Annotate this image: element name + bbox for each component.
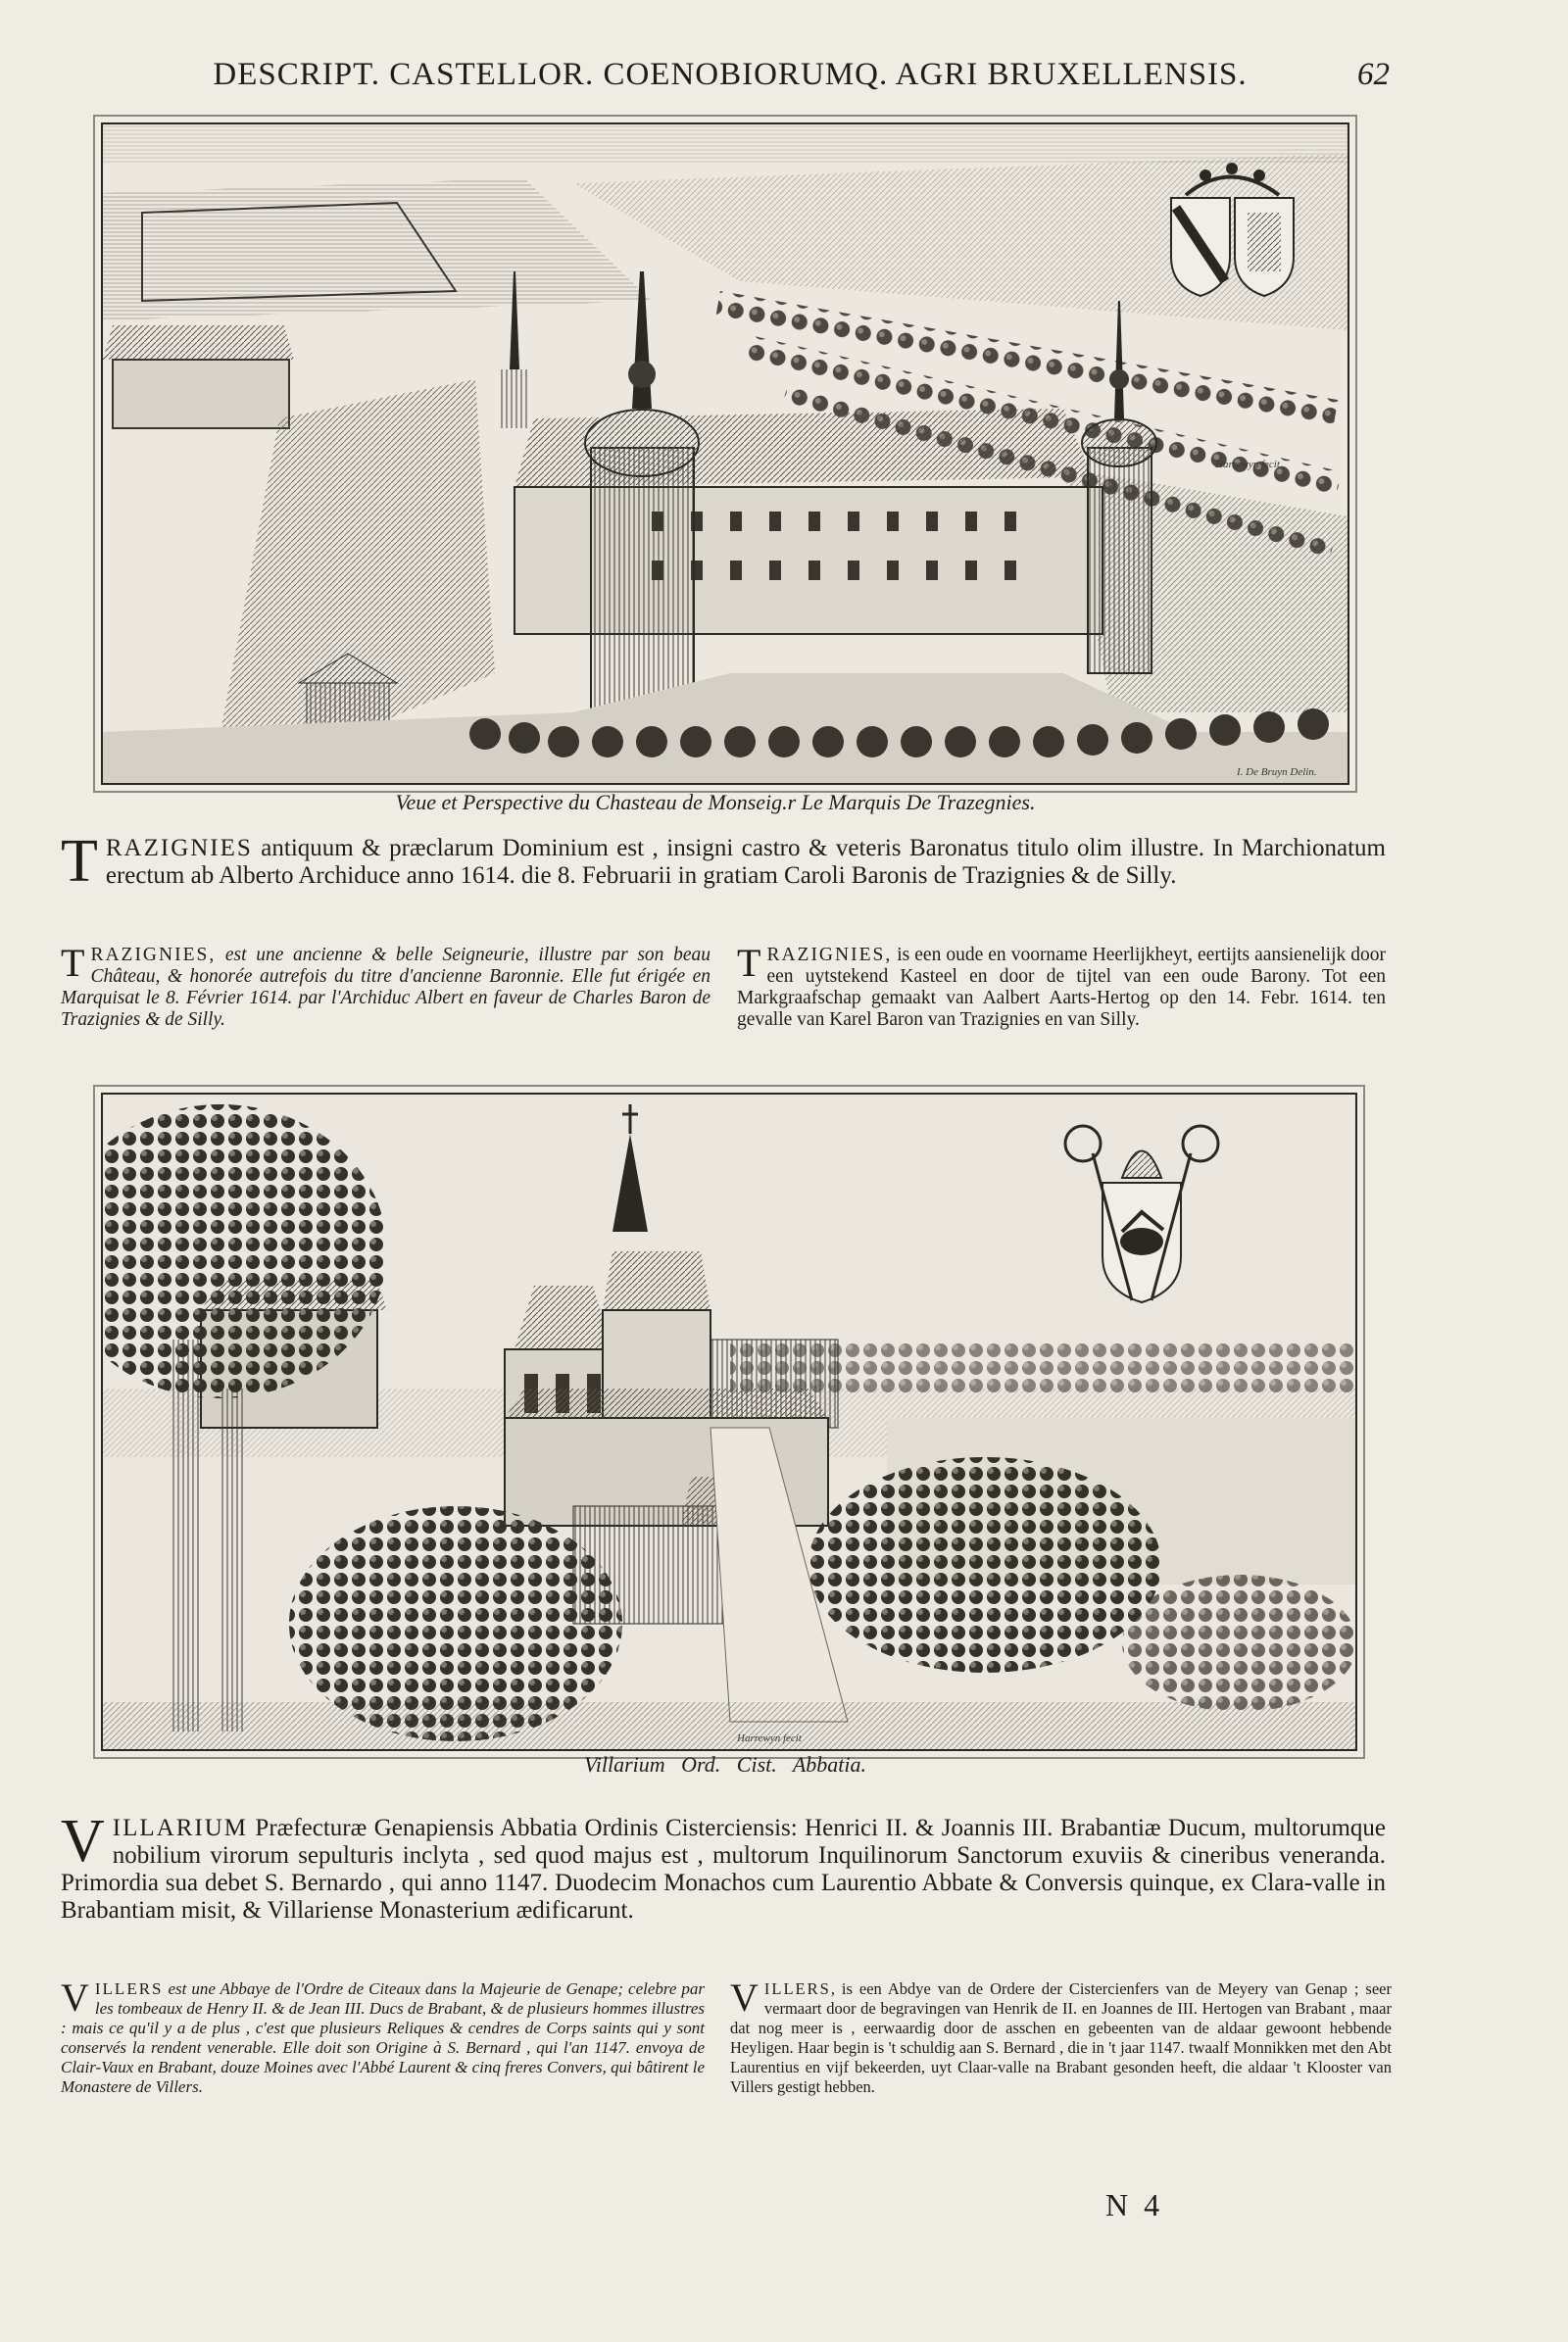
trazignies-dutch-text: is een oude en voorname Heerlijkheyt, eertijts aansienelijk door een uytstekend Kasteel en door de tijtel van een oude Barony. Tot een Markgraafschap gemaakt van Aalbert Aarts-Hertog op den 14. Febr. 1614. ten gevalle van Karel Baron van Trazignies en van Silly. — [737, 945, 1386, 1030]
trazignies-dutch-initial: T — [737, 941, 761, 985]
villers-dutch-name: ILLERS — [763, 1979, 831, 1998]
villers-dutch-column — [730, 1976, 1392, 2097]
running-head: DESCRIPT. CASTELLOR. COENOBIORUMQ. AGRI BRUXELLENSIS. — [213, 57, 1248, 92]
trazignies-french-text: est une ancienne & belle Seigneurie, illustre par son beau Château, & honorée autrefois du titre d'ancienne Baronnie. Elle fut érigée en Marquisat le 8. Février 1614. par l'Archiduc Albert en faveur de Charles Baron de Trazignies & de Silly. — [61, 945, 710, 1030]
trazignies-dutch-name: RAZIGNIES, — [766, 945, 893, 965]
trazignies-french-initial: T — [61, 941, 85, 985]
plate2-caption: Villarium Ord. Cist. Abbatia. — [583, 1752, 867, 1777]
villers-latin-initial: V — [61, 1808, 105, 1875]
abbey-engraving — [103, 1095, 1355, 1749]
trazignies-french-name: RAZIGNIES, — [90, 945, 217, 965]
villers-french-column — [61, 1976, 705, 2097]
villers-french-initial: V — [61, 1976, 89, 2020]
trazignies-latin-paragraph — [61, 828, 1386, 895]
villers-dutch-text: , is een Abdye van de Ordere der Cistercienfers van de Meyery van Genap ; seer vermaart door de begravingen van Henrik de II. en Joannes de III. Hertogen van Brabant , maar dat nog meer is , eerwaardig door de asschen en gebeenten van de aldaar gewoont hebbende Heyligen. Haar begin is 't schuldig aan S. Bernard , die in 't jaar 1147. twaalf Monnikken met den Abt Laurentius en vijf bekeerden, uyt Claar-valle na Brabant gesonden heeft, die aldaar 't Klooster van Villers gestigt hebben. — [730, 1979, 1392, 2096]
plate1-engraver-right: I. De Bruyn Delin. — [1237, 766, 1317, 778]
plate1-caption: Veue et Perspective du Chasteau de Monseig.r Le Marquis De Trazegnies. — [395, 790, 1036, 814]
plate-villers-abbey — [101, 1093, 1357, 1751]
page-number: 62 — [1357, 57, 1390, 92]
trazignies-dutch-column — [737, 941, 1386, 1031]
chateau-engraving — [103, 124, 1348, 783]
trazignies-latin-text: antiquum & præclarum Dominium est , insigni castro & veteris Baronatus titulo olim illustre. In Marchionatum erectum ab Alberto Archiduce anno 1614. die 8. Februarii in gratiam Caroli Baronis de Trazignies & de Silly. — [105, 835, 1386, 889]
trazignies-french-column — [61, 941, 710, 1031]
signature-mark: N 4 — [1105, 2187, 1164, 2222]
villers-french-name: ILLERS — [94, 1979, 164, 1998]
plate2-engraver: Harrewyn fecit — [737, 1732, 802, 1744]
plate-chateau-trazegnies — [101, 122, 1349, 785]
villers-french-text: est une Abbaye de l'Ordre de Citeaux dans la Majeurie de Genape; celebre par les tombeaux de Henry II. & de Jean III. Ducs de Brabant, & de plusieurs hommes illustres : mais ce qu'il y a de plus , c'est que plusieurs Reliques & cendres de Corps saints qui y sont conservés la rendent venerable. Elle doit son Origine à S. Bernard , qui l'an 1147. envoya de Clair-Vaux en Brabant, douze Moines avec l'Abbé Laurent & cinq freres Convers, qui bâtirent le Monastere de Villers. — [61, 1979, 705, 2096]
plate1-engraver-left: Harrewyn fecit — [1215, 459, 1280, 470]
villers-latin-text: Præfecturæ Genapiensis Abbatia Ordinis Cisterciensis: Henrici II. & Joannis III. Brabantiæ Ducum, multorumque nobilium virorum sepulturis inclyta , sed quod majus est , multorum Inquilinorum Sanctorum exuviis & cineribus veneranda. Primordia sua debet S. Bernardo , qui anno 1147. Duodecim Monachos cum Laurentio Abbate & Conversis quinque, ex Clara-valle in Brabantiam misit, & Villariense Monasterium ædificarunt. — [61, 1815, 1386, 1924]
villers-latin-paragraph — [61, 1808, 1386, 1925]
trazignies-latin-name: RAZIGNIES — [105, 835, 253, 861]
villers-dutch-initial: V — [730, 1976, 759, 2020]
villers-latin-name: ILLARIUM — [112, 1815, 248, 1841]
trazignies-latin-initial: T — [61, 828, 98, 895]
